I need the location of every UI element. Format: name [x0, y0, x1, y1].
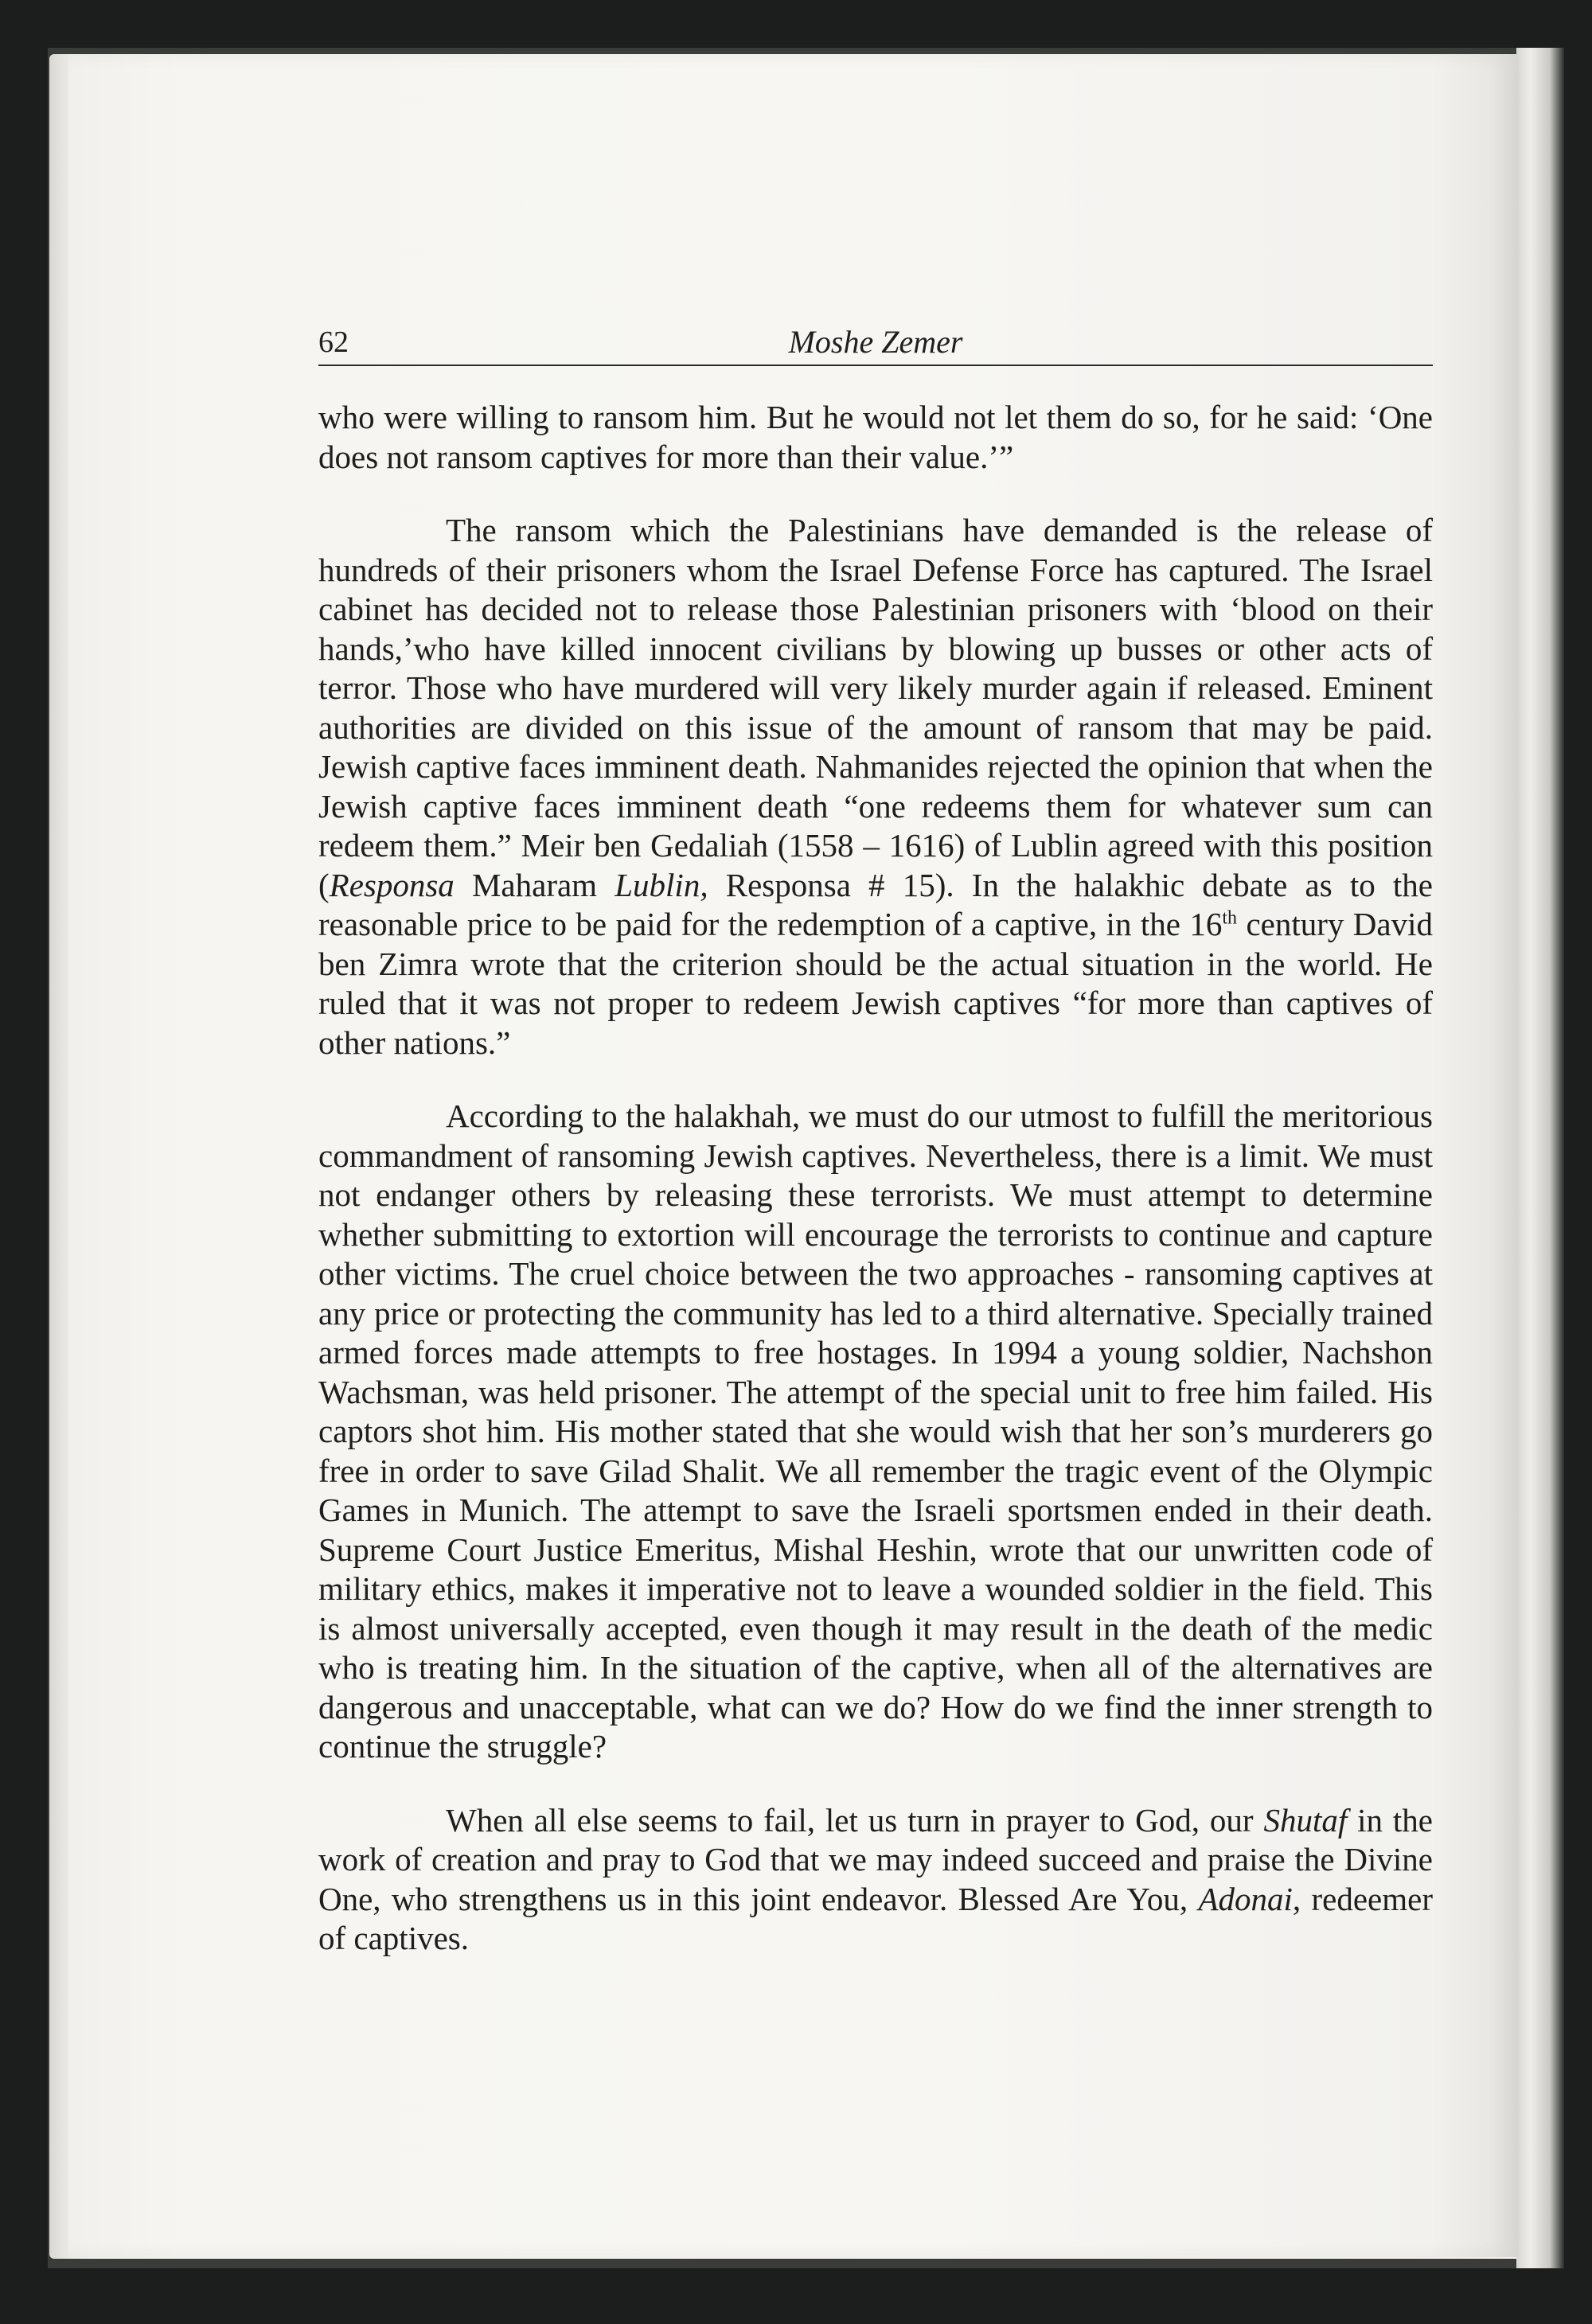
paragraph-2-text-c: Responsa # 15). In the halakhic debate as to the reasonable price to be paid for the redemption of a captive, in the 16	[318, 866, 1433, 942]
paragraph-2-italic-lublin: Lublin,	[615, 866, 708, 903]
page-number: 62	[318, 326, 349, 359]
paragraph-4-italic-shutaf: Shutaf	[1263, 1801, 1348, 1839]
paragraph-2-italic-responsa: Responsa	[329, 866, 455, 903]
paragraph-4	[318, 1801, 1433, 1959]
paragraph-4-italic-adonai: Adonai	[1198, 1880, 1293, 1917]
paragraph-2-text-b: Maharam	[454, 866, 615, 903]
page-header	[318, 320, 1433, 366]
paragraph-2-text-a: The ransom which the Palestinians have demanded is the release of hundreds of their prisoners whom the Israel Defense Force has captured. The Israel cabinet has decided not to release those Palestinian prisoners with ‘blood on their hands,’who have killed innocent civilians by blowing up busses or other acts of terror. Those who have murdered will very likely murder again if released. Eminent authorities are divided on this issue of the amount of ransom that may be paid. Jewish captive faces imminent death. Nahmanides rejected the opinion that when the Jewish captive faces imminent death “one redeems them for whatever sum can redeem them.” Meir ben Gedaliah (1558 – 1616) of Lublin agreed with this position (	[318, 512, 1433, 903]
paragraph-3: According to the halakhah, we must do our utmost to fulfill the meritorious commandment of ransoming Jewish captives. Nevertheless, there is a limit. We must not endanger others by releasing these terrorists. We must attempt to determine whether submitting to extortion will encourage the terrorists to continue and capture other victims. The cruel choice between the two approaches - ransoming captives at any price or protecting the community has led to a third alternative. Specially trained armed forces made attempts to free hostages. In 1994 a young soldier, Nachshon Wachsman, was held prisoner. The attempt of the special unit to free him failed. His captors shot him. His mother stated that she would wish that her son’s murderers go free in order to save Gilad Shalit. We all remember the tragic event of the Olympic Games in Munich. The attempt to save the Israeli sportsmen ended in their death. Supreme Court Justice Emeritus, Mishal Heshin, wrote that our unwritten code of military ethics, makes it imperative not to leave a wounded soldier in the field. This is almost universally accepted, even though it may result in the death of the medic who is treating him. In the situation of the captive, when all of the alternatives are dangerous and unacceptable, what can we do? How do we find the inner strength to continue the struggle?	[318, 1098, 1433, 1764]
running-head: Moshe Zemer	[788, 324, 963, 360]
paragraph-4-text-b: in the work of creation and pray to God that we may indeed succeed and praise the Divine One, who strengthens us in this joint endeavor. Blessed Are You,	[318, 1801, 1433, 1917]
paragraph-2	[318, 511, 1433, 1063]
paragraph-4-text-a: When all else seems to fail, let us turn in prayer to God, our	[446, 1801, 1264, 1839]
paragraph-4-text-c: , redeemer of captives.	[318, 1880, 1433, 1956]
paragraph-1: who were willing to ransom him. But he would not let them do so, for he said: ‘One does not ransom captives for more than their value.’”	[318, 399, 1433, 475]
book-spine	[1516, 48, 1564, 2268]
paragraph-2-text-d: century David ben Zimra wrote that the criterion should be the actual situation in the world. He ruled that it was not proper to redeem Jewish captives “for more than captives of other nations.”	[318, 906, 1433, 1061]
body-text	[318, 398, 1433, 1993]
paragraph-2-superscript: th	[1222, 907, 1238, 929]
